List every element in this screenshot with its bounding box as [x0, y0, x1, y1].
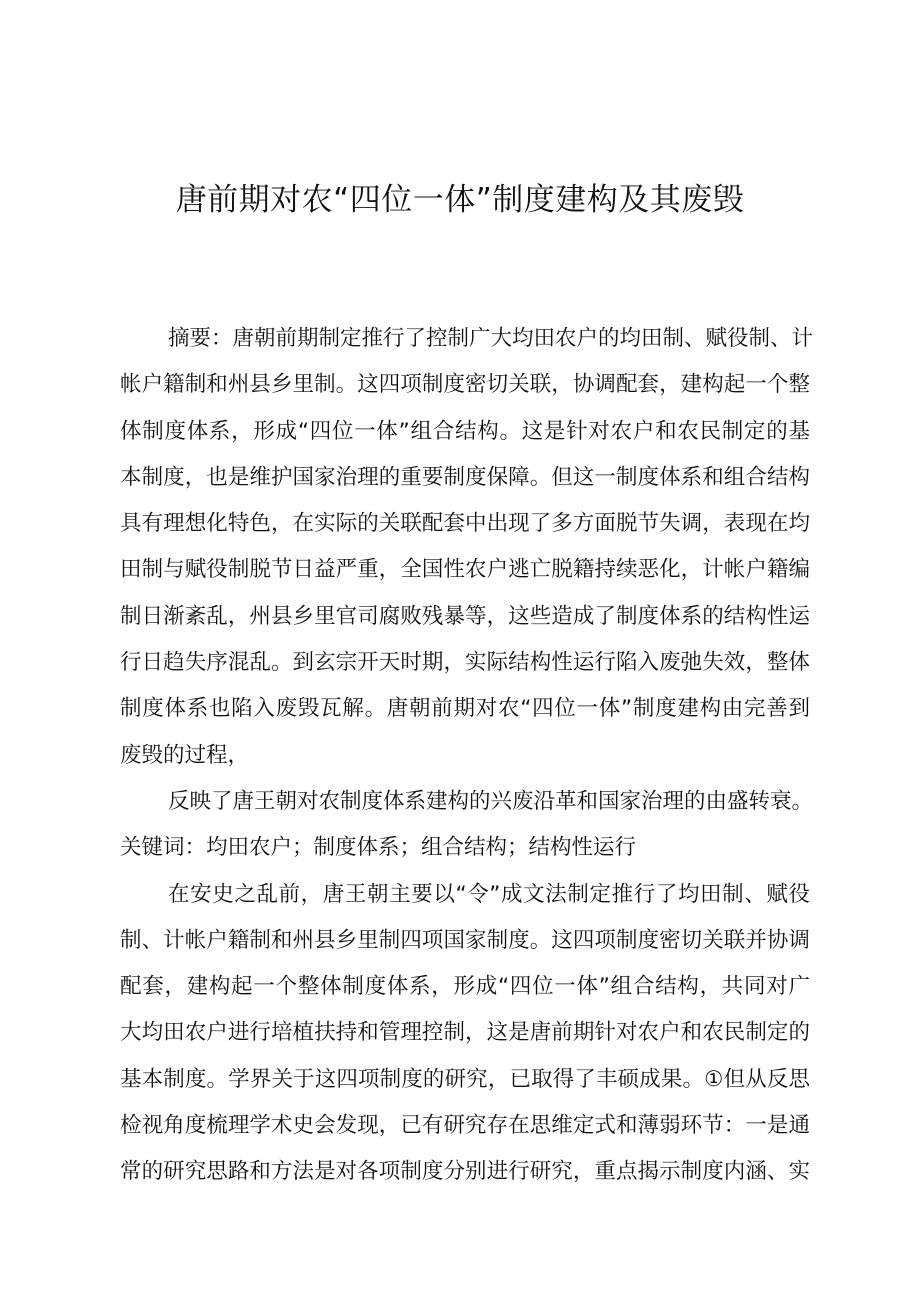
- intro-line: 常的研究思路和方法是对各项制度分别进行研究，重点揭示制度内涵、实: [120, 1159, 810, 1185]
- intro-paragraph: [120, 872, 810, 1196]
- intro-line: 基本制度。学界关于这四项制度的研究，已取得了丰硕成果。①但从反思: [120, 1066, 810, 1092]
- abstract-line: 制日渐紊乱，州县乡里官司腐败残暴等，这些造成了制度体系的结构性运: [120, 603, 810, 629]
- intro-line: 制、计帐户籍制和州县乡里制四项国家制度。这四项制度密切关联并协调: [120, 927, 810, 953]
- abstract-line: 废毁的过程，: [120, 742, 250, 768]
- intro-line: 配套，建构起一个整体制度体系，形成“四位一体”组合结构，共同对广: [120, 974, 810, 1000]
- intro-line: 大均田农户进行培植扶持和管理控制，这是唐前期针对农户和农民制定的: [120, 1020, 810, 1046]
- intro-line: 检视角度梳理学术史会发现，已有研究存在思维定式和薄弱环节：一是通: [120, 1113, 810, 1139]
- abstract-line: 体制度体系，形成“四位一体”组合结构。这是针对农户和农民制定的基: [120, 418, 810, 444]
- abstract-line: 行日趋失序混乱。到玄宗开天时期，实际结构性运行陷入废弛失效，整体: [120, 650, 810, 676]
- abstract-line: 制度体系也陷入废毁瓦解。唐朝前期对农“四位一体”制度建构由完善到: [120, 696, 810, 722]
- abstract-line: 本制度，也是维护国家治理的重要制度保障。但这一制度体系和组合结构: [120, 464, 810, 490]
- abstract-line: 具有理想化特色，在实际的关联配套中出现了多方面脱节失调，表现在均: [120, 511, 810, 537]
- abstract-line: 田制与赋役制脱节日益严重，全国性农户逃亡脱籍持续恶化，计帐户籍编: [120, 557, 810, 583]
- abstract-line: 摘要：唐朝前期制定推行了控制广大均田农户的均田制、赋役制、计: [168, 326, 814, 351]
- abstract-continuation: 反映了唐王朝对农制度体系建构的兴废沿革和国家治理的由盛转衰。: [168, 788, 814, 814]
- abstract-line: 帐户籍制和州县乡里制。这四项制度密切关联，协调配套，建构起一个整: [120, 372, 810, 398]
- abstract-paragraph: [120, 316, 814, 779]
- keywords-line: 关键词：均田农户；制度体系；组合结构；结构性运行: [120, 835, 637, 861]
- document-body: [120, 316, 814, 1196]
- document-title: 唐前期对农“四位一体”制度建构及其废毁: [175, 182, 745, 218]
- intro-line: 在安史之乱前，唐王朝主要以“令”成文法制定推行了均田制、赋役: [168, 881, 810, 907]
